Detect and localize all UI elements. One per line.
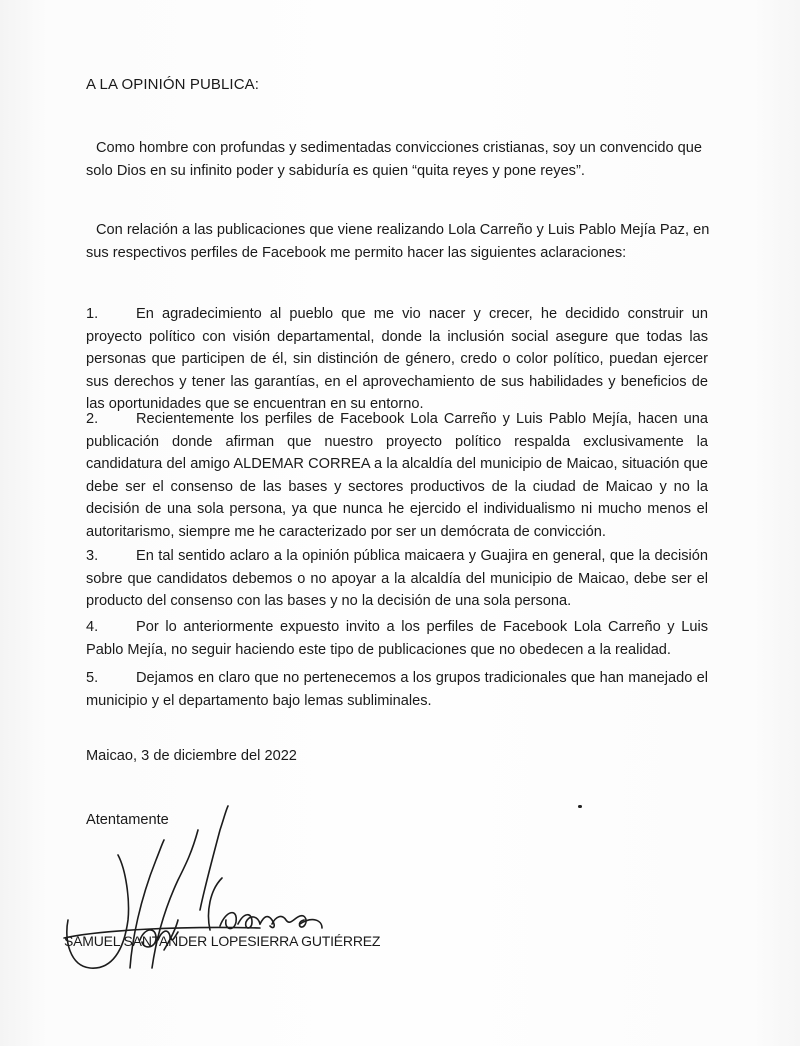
list-item-text: Recientemente los perfiles de Facebook Lola Carreño y Luis Pablo Mejía, hacen una publicación donde afirman que nuestro proyecto político respalda exclusivamente la candidatura del amigo ALDEMAR CORREA a la alcaldía del municipio de Maicao, situación que debe ser el consenso de las bases y sectores productivos de la ciudad de Maicao y no la decisión de una sola persona, ya que nunca he ejercido el individualismo ni mucho menos el autoritarismo, siempre me he caracterizado por ser un demócrata de convicción. bbox=[86, 411, 708, 540]
list-item-text: Dejamos en claro que no pertenecemos a los grupos tradicionales que han manejado el municipio y el departamento bajo lemas subliminales. bbox=[86, 670, 708, 709]
list-item-text: En tal sentido aclaro a la opinión pública maicaera y Guajira en general, que la decisión sobre que candidatos debemos o no apoyar a la alcaldía del municipio de Maicao, debe ser el producto del consenso con las bases y no la decisión de una sola persona. bbox=[86, 548, 708, 609]
letter-heading: A LA OPINIÓN PUBLICA: bbox=[86, 76, 259, 93]
context-paragraph: Con relación a las publicaciones que viene realizando Lola Carreño y Luis Pablo Mejía Paz, en sus respectivos perfiles de Facebook me permito hacer las siguientes aclaraciones: bbox=[86, 222, 710, 261]
list-item-number: 2. bbox=[86, 411, 99, 427]
list-item-number: 5. bbox=[86, 670, 99, 686]
list-item-number: 3. bbox=[86, 548, 99, 564]
list-item-text: Por lo anteriormente expuesto invito a los perfiles de Facebook Lola Carreño y Luis Pablo Mejía, no seguir haciendo este tipo de publicaciones que no obedecen a la realidad. bbox=[86, 619, 708, 658]
intro-paragraph: Como hombre con profundas y sedimentadas convicciones cristianas, soy un convencido que solo Dios en su infinito poder y sabiduría es quien “quita reyes y pone reyes”. bbox=[86, 140, 702, 179]
list-item-number: 4. bbox=[86, 619, 99, 635]
handwritten-signature bbox=[60, 800, 380, 980]
place-and-date: Maicao, 3 de diciembre del 2022 bbox=[86, 748, 297, 764]
signer-name: SAMUEL SANTANDER LOPESIERRA GUTIÉRREZ bbox=[64, 933, 381, 949]
list-item-text: En agradecimiento al pueblo que me vio nacer y crecer, he decidido construir un proyecto político con visión departamental, donde la inclusión social asegure que todas las personas que participen de él, sin distinción de género, credo o color político, puedan ejercer sus derechos y tener las garantías, en el aprovechamiento de sus habilidades y beneficios de las oportunidades que se encuentran en su entorno. bbox=[86, 306, 708, 412]
list-item bbox=[86, 408, 708, 543]
list-item-number: 1. bbox=[86, 306, 99, 322]
closing-salutation: Atentamente bbox=[86, 812, 169, 828]
list-item bbox=[86, 616, 708, 661]
list-item bbox=[86, 545, 708, 613]
ink-speck bbox=[578, 805, 582, 808]
list-item bbox=[86, 667, 708, 712]
list-item bbox=[86, 303, 708, 416]
